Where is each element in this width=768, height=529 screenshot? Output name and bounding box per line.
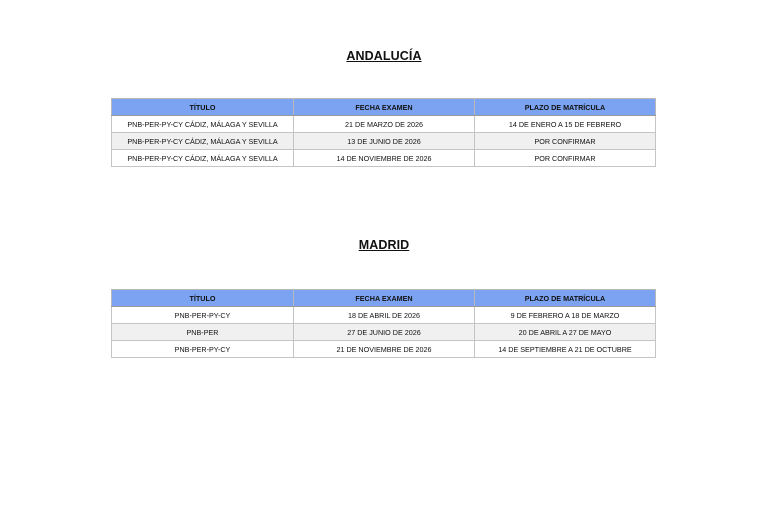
- table-row: [112, 341, 656, 358]
- cell-plazo-matricula: POR CONFIRMAR: [475, 133, 656, 150]
- cell-plazo-matricula: 20 DE ABRIL A 27 DE MAYO: [475, 324, 656, 341]
- section-title-madrid: MADRID: [358, 238, 410, 252]
- section-title-andalucia: ANDALUCÍA: [346, 49, 422, 63]
- cell-titulo: PNB-PER-PY-CY CÁDIZ, MÁLAGA Y SEVILLA: [112, 116, 294, 133]
- column-header-titulo: TÍTULO: [112, 290, 294, 307]
- table-header-row: [112, 99, 656, 116]
- column-header-fecha-examen: FECHA EXAMEN: [294, 290, 475, 307]
- cell-titulo: PNB-PER-PY-CY: [112, 307, 294, 324]
- cell-fecha-examen: 21 DE NOVIEMBRE DE 2026: [294, 341, 475, 358]
- cell-titulo: PNB-PER-PY-CY CÁDIZ, MÁLAGA Y SEVILLA: [112, 150, 294, 167]
- madrid-schedule-table: [111, 289, 656, 358]
- table-row: [112, 133, 656, 150]
- table-header-row: [112, 290, 656, 307]
- table-row: [112, 116, 656, 133]
- table-row: [112, 150, 656, 167]
- table-row: [112, 307, 656, 324]
- cell-titulo: PNB-PER-PY-CY: [112, 341, 294, 358]
- cell-plazo-matricula: 14 DE ENERO A 15 DE FEBRERO: [475, 116, 656, 133]
- column-header-fecha-examen: FECHA EXAMEN: [294, 99, 475, 116]
- column-header-titulo: TÍTULO: [112, 99, 294, 116]
- cell-fecha-examen: 14 DE NOVIEMBRE DE 2026: [294, 150, 475, 167]
- column-header-plazo-matricula: PLAZO DE MATRÍCULA: [475, 99, 656, 116]
- cell-fecha-examen: 21 DE MARZO DE 2026: [294, 116, 475, 133]
- cell-plazo-matricula: 14 DE SEPTIEMBRE A 21 DE OCTUBRE: [475, 341, 656, 358]
- column-header-plazo-matricula: PLAZO DE MATRÍCULA: [475, 290, 656, 307]
- cell-plazo-matricula: 9 DE FEBRERO A 18 DE MARZO: [475, 307, 656, 324]
- cell-fecha-examen: 13 DE JUNIO DE 2026: [294, 133, 475, 150]
- cell-fecha-examen: 27 DE JUNIO DE 2026: [294, 324, 475, 341]
- cell-titulo: PNB-PER-PY-CY CÁDIZ, MÁLAGA Y SEVILLA: [112, 133, 294, 150]
- cell-plazo-matricula: POR CONFIRMAR: [475, 150, 656, 167]
- cell-titulo: PNB-PER: [112, 324, 294, 341]
- cell-fecha-examen: 18 DE ABRIL DE 2026: [294, 307, 475, 324]
- andalucia-schedule-table: [111, 98, 656, 167]
- table-row: [112, 324, 656, 341]
